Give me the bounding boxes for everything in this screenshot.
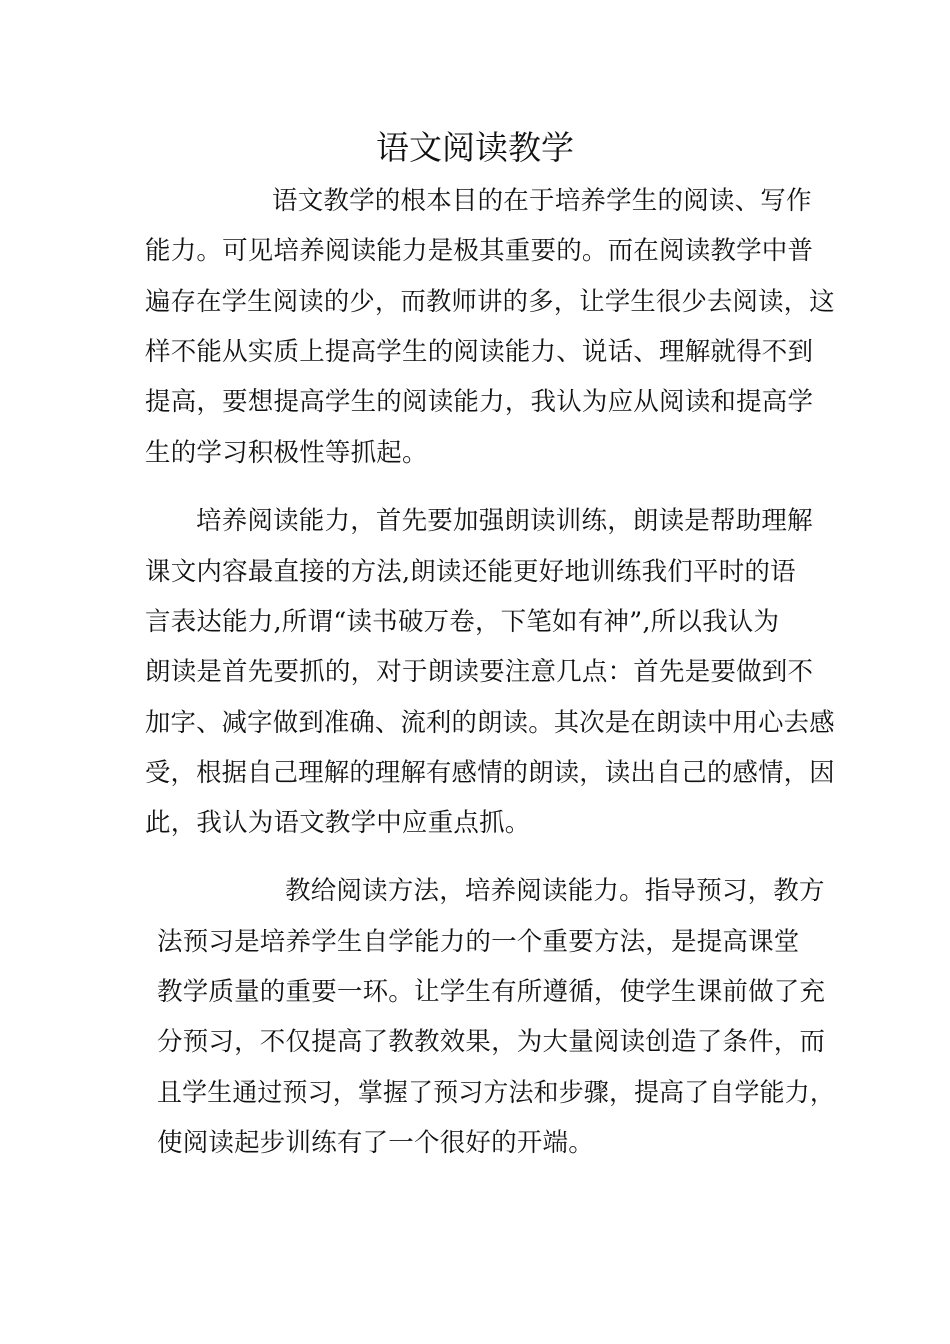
paragraph-2-line-4: 朗读是首先要抓的，对于朗读要注意几点：首先是要做到不 <box>145 657 814 687</box>
paragraph-1-line-5: 提高，要想提高学生的阅读能力，我认为应从阅读和提高学 <box>145 387 814 417</box>
paragraph-2-line-1: 培养阅读能力，首先要加强朗读训练，朗读是帮助理解 <box>196 506 813 536</box>
paragraph-3-line-4: 分预习，不仅提高了教教效果，为大量阅读创造了条件，而 <box>157 1027 826 1057</box>
paragraph-1-line-6: 生的学习积极性等抓起。 <box>145 438 428 468</box>
document-title: 语文阅读教学 <box>376 128 574 167</box>
paragraph-1-line-1: 语文教学的根本目的在于培养学生的阅读、写作 <box>272 186 812 216</box>
paragraph-1-line-2: 能力。可见培养阅读能力是极其重要的。而在阅读教学中普 <box>145 236 814 266</box>
paragraph-1-line-4: 样不能从实质上提高学生的阅读能力、说话、理解就得不到 <box>145 337 814 367</box>
paragraph-2-line-3: 言表达能力,所谓“读书破万卷，下笔如有神”,所以我认为 <box>145 607 780 637</box>
paragraph-3-line-1: 教给阅读方法，培养阅读能力。指导预习，教方 <box>285 876 825 906</box>
paragraph-2-line-2: 课文内容最直接的方法,朗读还能更好地训练我们平时的语 <box>145 557 796 587</box>
paragraph-1-line-3: 遍存在学生阅读的少，而教师讲的多，让学生很少去阅读，这 <box>145 287 835 317</box>
paragraph-2-line-7: 此，我认为语文教学中应重点抓。 <box>145 808 531 838</box>
paragraph-2-line-6: 受，根据自己理解的理解有感情的朗读，读出自己的感情，因 <box>145 758 835 788</box>
paragraph-2-line-5: 加字、减字做到准确、流利的朗读。其次是在朗读中用心去感 <box>145 708 835 738</box>
paragraph-3-line-3: 教学质量的重要一环。让学生有所遵循，使学生课前做了充 <box>157 977 826 1007</box>
paragraph-3-line-6: 使阅读起步训练有了一个很好的开端。 <box>157 1128 594 1158</box>
paragraph-3-line-2: 法预习是培养学生自学能力的一个重要方法，是提高课堂 <box>157 927 800 957</box>
paragraph-3-line-5: 且学生通过预习，掌握了预习方法和步骤，提高了自学能力， <box>157 1078 835 1108</box>
